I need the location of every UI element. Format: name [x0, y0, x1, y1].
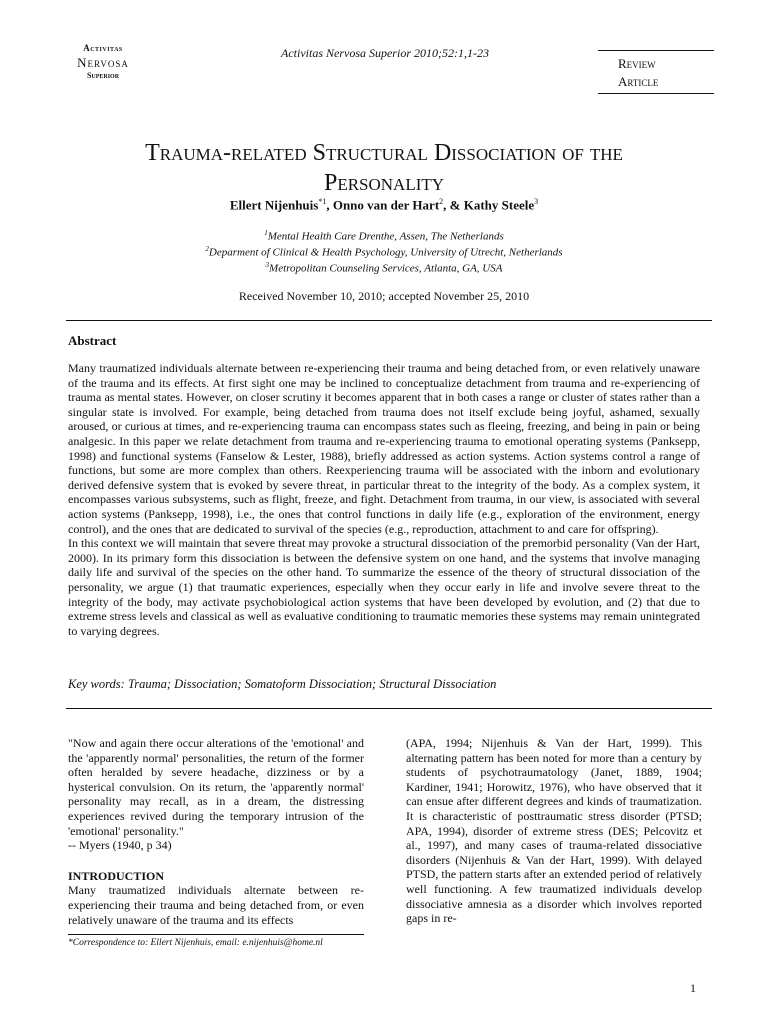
- title-line-1: Trauma-related Structural Dissociation of the: [145, 140, 623, 166]
- body-column-right: [406, 736, 702, 926]
- author-2-marker: 2: [439, 197, 444, 206]
- author-list: [60, 197, 708, 213]
- affiliation-3: [60, 261, 708, 275]
- abstract-heading: Abstract: [68, 333, 117, 348]
- right-column-text: (APA, 1994; Nijenhuis & Van der Hart, 1999). This alternating pattern has been noted for more than a century by students of psychotraumatology (Janet, 1889, 1904; Kardiner, 1941; Horowitz, 1976), who have observed that it can ensue after different degrees and kinds of traumatization. It is characteristic of posttraumatic stress disorder (PTSD; APA, 1994), disorder of extreme stress (DES; Pelcovitz et al., 1997), and many cases of trauma-related dissociative disorders (Nijenhuis & Van der Hart, 1999). With delayed PTSD, the pattern starts after an extended period of relatively well functioning. A few traumatized individuals develop dissociative amnesia as a disorder which involves reported gaps in re-: [406, 736, 702, 926]
- affiliation-3-text: Metropolitan Counseling Services, Atlanta, GA, USA: [269, 262, 503, 275]
- correspondence-footnote: *Correspondence to: Ellert Nijenhuis, email: e.nijenhuis@home.nl: [68, 938, 323, 948]
- logo-line-2: Nervosa: [77, 54, 129, 70]
- page-number: 1: [690, 981, 696, 995]
- divider-top: [66, 320, 712, 321]
- received-dates: Received November 10, 2010; accepted November 25, 2010: [238, 289, 530, 303]
- article-type-line-1: Review: [618, 56, 656, 71]
- epigraph-attribution: -- Myers (1940, p 34): [68, 838, 172, 853]
- article-title: [60, 138, 708, 198]
- abstract-paragraph-2: In this context we will maintain that severe threat may provoke a structural dissociation of the premorbid personality (Van der Hart, 2000). In its primary form this dissociation is between the defensive system on one hand, and the systems that involve managing daily life and survival of the species on the other hand. To summarize the essence of the theory of structural dissociation of the personality, we argue (1) that traumatic experiences, especially when they occur early in life and involve severe threat to the integrity of the body, may activate psychobiological action systems that have been developed by evolution, and (2) that due to extreme stress levels and classical as well as evaluative conditioning to traumatic memories these systems may remain unintegrated to varying degrees.: [68, 536, 700, 638]
- journal-logo: [58, 44, 148, 81]
- affiliation-1: [60, 229, 708, 243]
- introduction-paragraph: Many traumatized individuals alternate between re-experiencing their trauma and being detached from, or even relatively unaware of the trauma and its effects: [68, 883, 364, 927]
- affiliation-3-marker: 3: [265, 261, 270, 269]
- author-3: , & Kathy Steele: [443, 197, 535, 213]
- journal-citation: Activitas Nervosa Superior 2010;52:1,1-23: [281, 46, 489, 60]
- footnote-divider: [68, 934, 364, 935]
- author-1-marker: *1: [318, 197, 327, 206]
- body-column-left: [68, 736, 364, 927]
- affiliation-1-text: Mental Health Care Drenthe, Assen, The Netherlands: [267, 230, 504, 243]
- title-line-2: Personality: [323, 170, 445, 197]
- affiliation-2-marker: 2: [205, 245, 209, 253]
- author-2: , Onno van der Hart: [326, 197, 440, 213]
- epigraph-quote: "Now and again there occur alterations of the 'emotional' and the 'apparently normal' personalities, the return of the former often heralded by severe headache, dizziness or by a hysterical convulsion. On its return, the 'apparently normal' personality may recall, as in a dream, the distressing experiences revived during the temporary intrusion of the 'emotional' personality.": [68, 736, 364, 838]
- article-type-line-2: Article: [618, 73, 659, 89]
- article-type-box: [598, 50, 714, 94]
- affiliation-2: [60, 245, 708, 259]
- introduction-heading: INTRODUCTION: [68, 868, 165, 883]
- abstract-paragraph-1: Many traumatized individuals alternate between re-experiencing their trauma and being detached from, or even relatively unaware of the trauma and its effects. At first sight one may be inclined to conceptualize detachment from trauma and re-experiencing of trauma as mental states. However, on closer scrutiny it becomes apparent that in both cases a range or cluster of states rather than a singular state is involved. For example, being detached from trauma does not itself exclude being joyful, ashamed, sexually aroused, or curious at times, and re-experiencing trauma can encompass states such as fleeing, freezing, and being in pain or being analgesic. In this paper we relate detachment from trauma and re-experiencing trauma to emotional operating systems (Panksepp, 1998) and functional systems (Fanselow & Lester, 1988), briefly addressed as action systems. Action systems control a range of functions, but some are more complex than others. Reexperiencing trauma will be associated with the inborn and evolutionary derived defensive system that is evoked by severe threat, in particular threat to the integrity of the body. As a complex system, it encompasses various subsystems, such as flight, freeze, and fight. Detachment from trauma, in our view, is associated with several action systems (Panksepp, 1998), i.e., the ones that control functions in daily life (e.g., exploration of the environment, energy control), and the ones that are dedicated to survival of the species (e.g., reproduction, attachment to and care for offspring).: [68, 361, 700, 536]
- author-3-marker: 3: [534, 197, 539, 206]
- abstract-body: [68, 361, 700, 638]
- divider-bottom: [66, 708, 712, 709]
- logo-line-1: Activitas: [83, 43, 123, 53]
- affiliation-2-text: Deparment of Clinical & Health Psychology, University of Utrecht, Netherlands: [208, 246, 563, 259]
- logo-line-3: Superior: [86, 71, 120, 81]
- author-1: Ellert Nijenhuis: [229, 197, 319, 213]
- keywords: Key words: Trauma; Dissociation; Somatoform Dissociation; Structural Dissociation: [68, 677, 497, 691]
- affiliation-1-marker: 1: [264, 229, 268, 237]
